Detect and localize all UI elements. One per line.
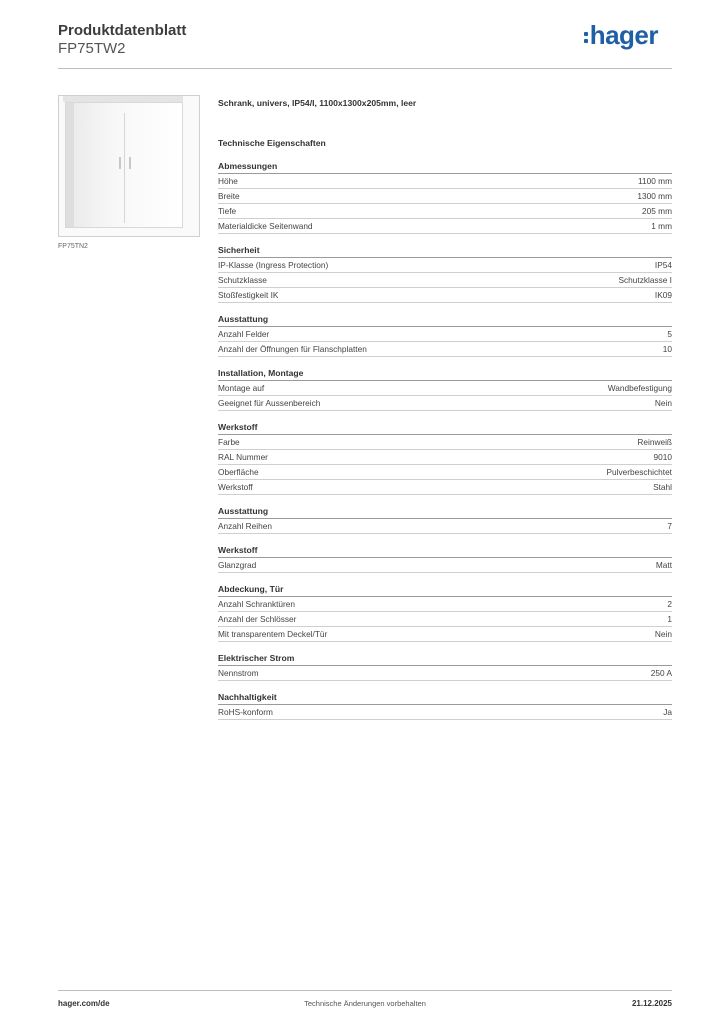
product-code: FP75TW2 (58, 40, 126, 57)
footer-date: 21.12.2025 (631, 999, 672, 1008)
property-value: 5 (667, 329, 672, 339)
property-label: Geeignet für Aussenbereich (218, 398, 321, 408)
property-label: Materialdicke Seitenwand (218, 221, 313, 231)
property-value: IP54 (654, 260, 672, 270)
property-value: 7 (667, 521, 672, 531)
property-row (218, 597, 672, 612)
property-value: 1 (667, 614, 672, 624)
property-value: IK09 (654, 290, 672, 300)
property-value: 1 mm (651, 221, 672, 231)
property-value: Ja (663, 707, 672, 717)
property-value: Stahl (653, 482, 672, 492)
page-header (58, 22, 672, 69)
property-row (218, 612, 672, 627)
property-group (218, 504, 672, 534)
group-title: Sicherheit (218, 243, 672, 258)
property-label: RoHS-konform (218, 707, 273, 717)
property-label: Breite (218, 191, 240, 201)
property-row (218, 558, 672, 573)
property-group (218, 366, 672, 411)
property-group (218, 543, 672, 573)
property-label: Anzahl der Öffnungen für Flanschplatten (218, 344, 367, 354)
property-value: Matt (655, 560, 672, 570)
group-title: Ausstattung (218, 312, 672, 327)
footer-website[interactable]: hager.com/de (58, 999, 110, 1008)
property-label: Schutzklasse (218, 275, 267, 285)
property-value: Pulverbeschichtet (606, 467, 672, 477)
property-group (218, 159, 672, 234)
product-image-caption: FP75TN2 (58, 243, 88, 250)
property-label: Anzahl Schranktüren (218, 599, 296, 609)
property-label: Anzahl Felder (218, 329, 270, 339)
cabinet-icon (65, 102, 183, 228)
property-label: RAL Nummer (218, 452, 268, 462)
property-label: Werkstoff (218, 482, 253, 492)
logo-dots-icon (584, 29, 588, 46)
group-title: Elektrischer Strom (218, 651, 672, 666)
property-row (218, 396, 672, 411)
property-row (218, 174, 672, 189)
property-label: Farbe (218, 437, 240, 447)
document-title: Produktdatenblatt (58, 22, 187, 39)
hager-logo (584, 20, 658, 51)
property-value: 250 A (650, 668, 672, 678)
property-label: Höhe (218, 176, 238, 186)
property-row (218, 327, 672, 342)
section-title: Technische Eigenschaften (218, 138, 326, 148)
property-label: Nennstrom (218, 668, 259, 678)
property-group (218, 312, 672, 357)
property-value: 205 mm (642, 206, 672, 216)
property-value: Nein (654, 629, 672, 639)
group-title: Werkstoff (218, 543, 672, 558)
property-row (218, 258, 672, 273)
group-title: Abmessungen (218, 159, 672, 174)
property-value: Nein (654, 398, 672, 408)
property-row (218, 666, 672, 681)
property-row (218, 288, 672, 303)
product-data (218, 96, 672, 720)
property-label: Anzahl Reihen (218, 521, 272, 531)
property-value: 10 (662, 344, 672, 354)
property-label: Anzahl der Schlösser (218, 614, 297, 624)
property-value: Wandbefestigung (607, 383, 672, 393)
product-description: Schrank, univers, IP54/I, 1100x1300x205mm, leer (218, 98, 417, 108)
property-row (218, 705, 672, 720)
footer-notice: Technische Änderungen vorbehalten (304, 999, 426, 1008)
group-title: Installation, Montage (218, 366, 672, 381)
property-groups (218, 159, 672, 720)
property-row (218, 273, 672, 288)
property-row (218, 627, 672, 642)
group-title: Abdeckung, Tür (218, 582, 672, 597)
property-label: Mit transparentem Deckel/Tür (218, 629, 328, 639)
property-label: Glanzgrad (218, 560, 257, 570)
property-row (218, 480, 672, 495)
group-title: Werkstoff (218, 420, 672, 435)
logo-text: hager (589, 20, 658, 50)
property-value: Reinweiß (637, 437, 672, 447)
property-value: 9010 (653, 452, 672, 462)
property-row (218, 519, 672, 534)
group-title: Nachhaltigkeit (218, 690, 672, 705)
property-group (218, 651, 672, 681)
property-label: IP-Klasse (Ingress Protection) (218, 260, 329, 270)
property-row (218, 381, 672, 396)
group-title: Ausstattung (218, 504, 672, 519)
property-value: 1100 mm (638, 176, 672, 186)
product-image (58, 95, 200, 237)
property-row (218, 435, 672, 450)
property-value: 2 (667, 599, 672, 609)
property-row (218, 342, 672, 357)
property-label: Tiefe (218, 206, 237, 216)
property-row (218, 465, 672, 480)
property-group (218, 420, 672, 495)
property-row (218, 450, 672, 465)
property-value: Schutzklasse I (618, 275, 672, 285)
property-label: Stoßfestigkeit IK (218, 290, 279, 300)
property-label: Oberfläche (218, 467, 259, 477)
property-row (218, 189, 672, 204)
property-group (218, 690, 672, 720)
property-row (218, 219, 672, 234)
property-group (218, 582, 672, 642)
property-value: 1300 mm (637, 191, 672, 201)
property-row (218, 204, 672, 219)
page-footer (58, 990, 672, 1011)
property-group (218, 243, 672, 303)
property-label: Montage auf (218, 383, 265, 393)
